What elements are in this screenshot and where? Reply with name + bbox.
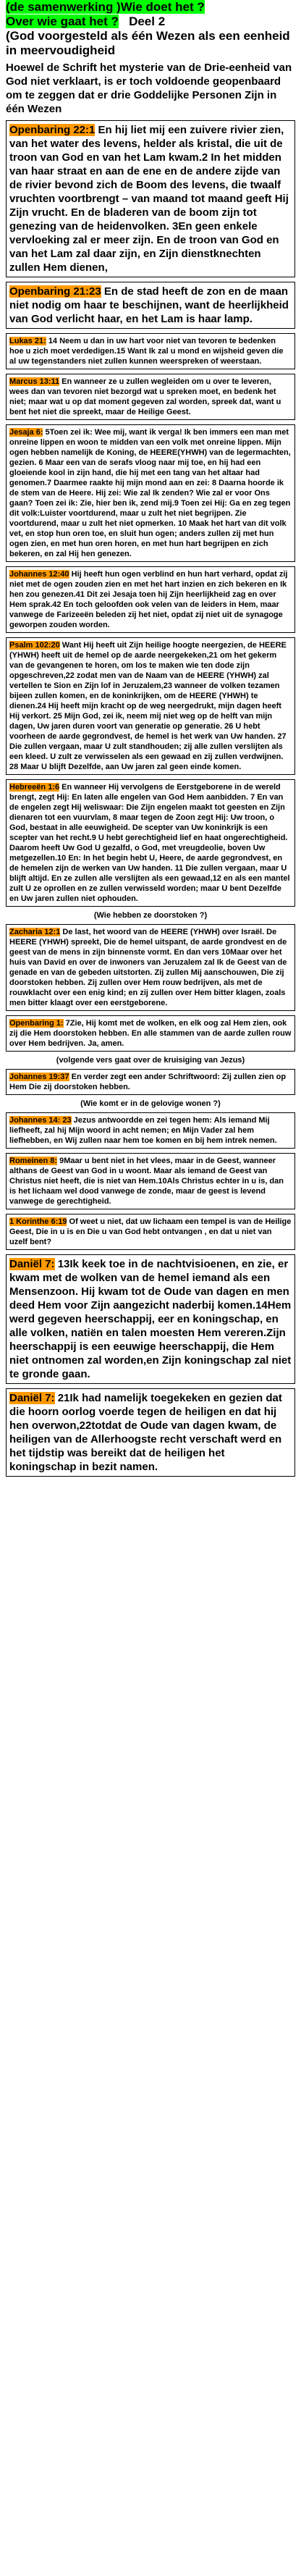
verse-psalm-102-20 [6, 637, 295, 775]
verse-ref: 1 Korinthe 6:19 [9, 1217, 67, 1226]
verse-ref: Johannes 14: 23 [9, 1116, 72, 1125]
verse-ref: Daniël 7: [9, 1258, 55, 1270]
verse-ref: Marcus 13:11 [9, 377, 60, 386]
verse-ref: Openbaring 21:23 [9, 285, 101, 298]
verse-ref: Jesaja 6: [9, 428, 43, 437]
verse-text: En wanneer ze u zullen wegleiden om u over te leveren, wees dan van tevoren niet bezorgd wat u spreken moet, en bedenk het niet; maar wat u op dat moment gegeven zal worden, spreek dat, want u bent het niet die spreekt, maar de Heilige Geest. [9, 377, 281, 416]
verse-ref: Openbaring 22:1 [9, 124, 96, 136]
verse-text: 5Toen zei ik: Wee mij, want ik verga! Ik ben immers een man met onreine lippen en woon te midden van een volk met onreine lippen. Mijn ogen hebben namelijk de Koning, de HEERE(YHWH) van de legermachten, gezien. 6 Maar een van de serafs vloog naar mij toe, en hij had een gloeiende kool in zijn hand, die hij met een tang van het altaar had genomen.7 Daarmee raakte hij mijn mond aan en zei: 8 Daarna hoorde ik de stem van de Heere. Hij zei: Wie zal Ik zenden? Wie zal er voor Ons gaan? Toen zei ik: Zie, hier ben ik, zend mij.9 Toen zei Hij: Ga en zeg tegen dit volk:Luister voortdurend, maar u zult het niet begrijpen. Zie voortdurend, maar u zult het niet opmerken. 10 Maak het hart van dit volk vet, en stop hun oren toe, en sluit hun ogen; anders zullen zij met hun ogen zien, en met hun oren horen, en met hun hart begrijpen en zich bekeren, en zal Hij hen genezen. [9, 428, 291, 558]
verse-openbaring-1-7 [6, 1015, 295, 1052]
verse-marcus-13-11 [6, 374, 295, 420]
verse-jesaja-6 [6, 424, 295, 562]
verse-daniel-7-13 [6, 1254, 295, 1384]
verse-johannes-14-23 [6, 1112, 295, 1149]
verse-text: En hij liet mij een zuivere rivier zien, van het water des levens, helder als kristal, die uit de troon van God en van het Lam kwam.2 In het midden van haar straat en aan de ene en de andere zijde van de rivier bevond zich de Boom des levens, die twaalf vruchten voortbrengt – van maand tot maand geeft Hij Zijn vrucht. En de bladeren van de boom zijn tot genezing van de heidenvolken. 3En geen enkele vervloeking zal er meer zijn. En de troon van God en van het Lam zal daar zijn, en Zijn dienstknechten zullen Hem dienen, [9, 124, 289, 274]
verse-text: 21Ik had namelijk toegekeken en gezien dat die hoorn oorlog voerde tegen de heiligen en dat hij hen overwon,22totdat de Oude van dagen kwam, de heiligen van de Allerhoogste recht verschaft werd en het tijdstip was bereikt dat de heiligen het koningschap in bezit namen. [9, 1392, 282, 1473]
verse-romeinen-8-9 [6, 1153, 295, 1209]
intro-paragraph: Hoewel de Schrift het mysterie van de Drie-eenheid van God niet verklaart, is er toch voldoende geopenbaard om te zeggen dat er drie Goddelijke Personen Zijn in één Wezen [6, 62, 292, 115]
verse-text: Want Hij heeft uit Zijn heilige hoogte neergezien, de HEERE (YHWH) heeft uit de hemel op de aarde neergekeken,21 om het gekerm van de gevangenen te horen, om los te maken wie ten dode zijn opgeschreven,22 zodat men van de Naam van de HEERE (YHWH) zal vertellen te Sion en Zijn lof in Jeruzalem,23 wanneer de volken tezamen bijeen zullen komen, en de koninkrijken, om de HEERE (YHWH) te dienen.24 Hij heeft mijn kracht op de weg neergedrukt, mijn dagen heeft Hij verkort. 25 Mijn God, zei ik, neem mij niet weg op de helft van mijn dagen, Uw jaren duren voort van generatie op generatie. 26 U hebt voorheen de aarde gegrondvest, de hemel is het werk van Uw handen. 27 Die zullen vergaan, maar U zult standhouden; zij alle zullen verslijten als een kleed. U zult ze verwisselen als een gewaad en zij zullen verdwijnen. 28 Maar U blijft Dezelfde, aan Uw jaren zal geen einde komen. [9, 641, 287, 771]
note-gelovige: (Wie komt er in de gelovige wonen ?) [80, 1099, 221, 1108]
note-doorstoken: (Wie hebben ze doorstoken ?) [93, 911, 208, 920]
header-line-2: Over wie gaat het ? Deel 2 [6, 14, 166, 28]
verse-openbaring-21-23 [6, 282, 295, 329]
verse-ref: Lukas 21: [9, 337, 46, 345]
verse-ref: Johannes 12:40 [9, 570, 69, 579]
verse-daniel-7-21 [6, 1388, 295, 1477]
verse-text: En wanneer Hij vervolgens de Eerstgeborene in de wereld brengt, zegt Hij: En laten alle engelen van God Hem aanbidden. 7 En van de engelen zegt Hij weliswaar: Die Zijn engelen maakt tot geesten en Zijn dienaren tot een vuurvlam, 8 maar tegen de Zoon zegt Hij: Uw troon, o God, bestaat in alle eeuwigheid. De scepter van Uw koninkrijk is een scepter van het recht.9 U hebt gerechtigheid lief en haat ongerechtigheid. Daarom heeft Uw God U gezalfd, o God, met vreugdeolie, boven Uw metgezellen.10 En: In het begin hebt U, Heere, de aarde gegrondvest, en de hemelen zijn de werken van Uw handen. 11 Die zullen vergaan, maar U blijft altijd. En ze zullen alle verslijten als een gewaad,12 en als een mantel zult U ze oprollen en ze zullen verwisseld worden; maar U bent Dezelfde en Uw jaren zullen niet ophouden. [9, 783, 290, 903]
verse-johannes-19-37 [6, 1069, 295, 1095]
verse-johannes-12-40 [6, 566, 295, 633]
header-line-3: (God voorgesteld als één Wezen als een eenheid in meervoudigheid [6, 29, 290, 57]
verse-1-korinthe-6-19 [6, 1214, 295, 1250]
verse-openbaring-22-1 [6, 120, 295, 277]
verse-hebreeen-1-6 [6, 779, 295, 907]
verse-ref: Hebreeën 1:6 [9, 783, 60, 792]
document-header [6, 0, 295, 58]
verse-ref: Johannes 19:37 [9, 1073, 69, 1081]
verse-ref: Zacharia 12:1 [9, 928, 61, 936]
verse-ref: Daniël 7: [9, 1392, 55, 1404]
verse-text: 7Zie, Hij komt met de wolken, en elk oog zal Hem zien, ook zij die Hem doorstoken hebben. En alle stammen van de aarde zullen rouw over Hem bedrijven. Ja, amen. [9, 1019, 292, 1048]
verse-zacharia-12-1 [6, 924, 295, 1011]
verse-ref: Psalm 102:20 [9, 641, 60, 650]
verse-text: En verder zegt een ander Schriftwoord: Zij zullen zien op Hem Die zij doorstoken hebben. [9, 1073, 287, 1091]
verse-text: 14 Neem u dan in uw hart voor niet van tevoren te bedenken hoe u zich moet verdedigen.15 Want Ik zal u mond en wijsheid geven die al uw tegenstanders niet zullen kunnen weerspreken of weerstaan. [9, 337, 284, 366]
verse-text: En de stad heeft de zon en de maan niet nodig om haar te beschijnen, want de heerlijkheid van God verlicht haar, en het Lam is haar lamp. [9, 285, 289, 325]
verse-text: Hij heeft hun ogen verblind en hun hart verhard, opdat zij niet met de ogen zouden zien en met het hart inzien en zich bekeren en Ik hen zou genezen.41 Dit zei Jesaja toen hij Zijn heerlijkheid zag en over Hem sprak.42 En toch geloofden ook velen van de leiders in Hem, maar vanwege de Farizeeën beleden zij het niet, opdat zij niet uit de synagoge geworpen zouden worden. [9, 570, 288, 629]
verse-text: Jezus antwoordde en zei tegen hem: Als iemand Mij liefheeft, zal hij Mijn woord in acht nemen; en Mijn Vader zal hem liefhebben, en Wij zullen naar hem toe komen en bij hem intrek nemen. [9, 1116, 277, 1145]
verse-text: De last, het woord van de HEERE (YHWH) over Israël. De HEERE (YHWH) spreekt, Die de hemel uitspant, de aarde grondvest en de geest van de mens in zijn binnenste vormt. En dan vers 10Maar over het huis van David en over de inwoners van Jeruzalem zal Ik de Geest van de genade en van de gebeden uitstorten. Zij zullen Mij aanschouwen, Die zij doorstoken hebben. Zij zullen over Hem rouw bedrijven, als met de rouwklacht over een enig kind; en zij zullen over Hem bitter klagen, zoals men bitter klaagt over een eerstgeborene. [9, 928, 287, 1007]
header-line-1: (de samenwerking )Wie doet het ? [6, 0, 205, 14]
verse-text: 13Ik keek toe in de nachtvisioenen, en zie, er kwam met de wolken van de hemel iemand als een Mensenzoon. Hij kwam tot de Oude van dagen en men deed Hem voor Zijn aangezicht naderbij komen.14Hem werd gegeven heerschappij, eer en koningschap, en alle volken, natiën en talen moesten Hem vereren.Zijn heerschappij is een eeuwige heerschappij, die Hem niet ontnomen zal worden,en Zijn koningschap zal niet te gronde gaan. [9, 1258, 292, 1380]
verse-text: 9Maar u bent niet in het vlees, maar in de Geest, wanneer althans de Geest van God in u woont. Maar als iemand de Geest van Christus niet heeft, die is niet van Hem.10Als Christus echter in u is, dan is het lichaam wel dood vanwege de zonde, maar de geest is levend vanwege de gerechtigheid. [9, 1157, 284, 1206]
note-kruisiging: (volgende vers gaat over de kruisiging van Jezus) [56, 1056, 245, 1065]
verse-ref: Romeinen 8: [9, 1157, 58, 1165]
verse-ref: Openbaring 1: [9, 1019, 64, 1028]
verse-text: Of weet u niet, dat uw lichaam een tempel is van de Heilige Geest, Die in u is en Die u van God hebt ontvangen , en dat u niet van uzelf bent? [9, 1217, 292, 1246]
verse-lukas-21 [6, 333, 295, 369]
